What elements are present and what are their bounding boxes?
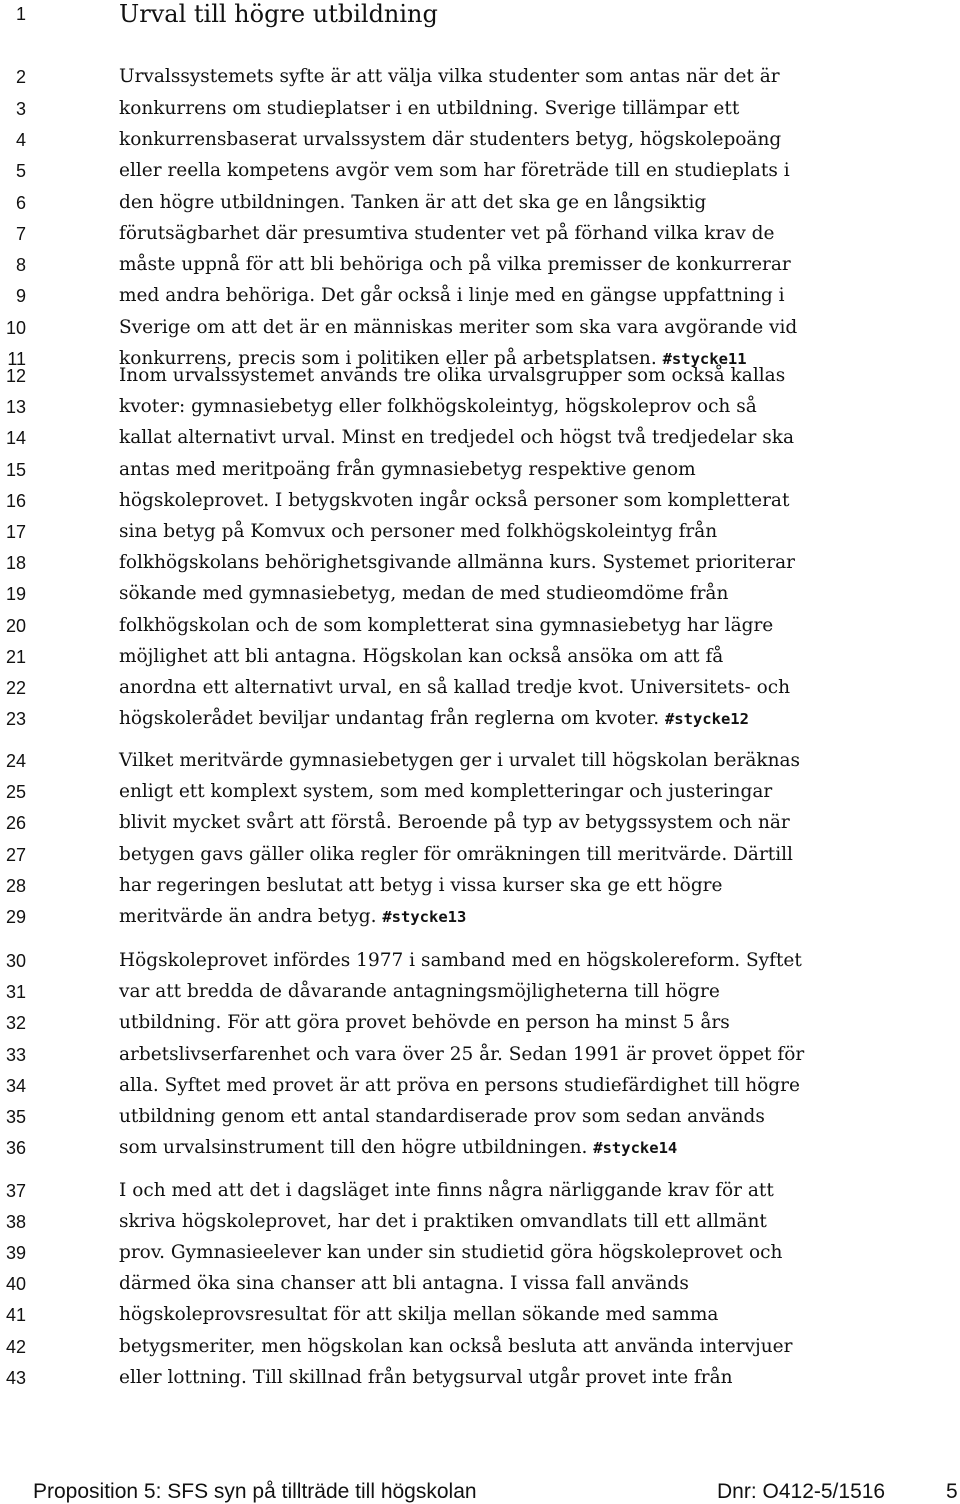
line-number: 27 <box>5 844 26 865</box>
paragraph-tag: #stycke11 <box>662 350 747 368</box>
line-number: 20 <box>5 615 26 636</box>
text-line-content: utbildning. För att göra provet behövde en person ha minst 5 års <box>119 1012 730 1034</box>
line-number: 42 <box>5 1336 26 1357</box>
text-line-content: Vilket meritvärde gymnasiebetygen ger i urvalet till högskolan beräknas <box>119 750 801 771</box>
paragraph-tag: #stycke13 <box>382 908 467 926</box>
line-number: 14 <box>5 428 26 449</box>
text-line <box>119 1107 949 1127</box>
text-line <box>119 1045 949 1065</box>
text-line <box>119 1181 949 1201</box>
paragraph-tag: #stycke14 <box>593 1139 678 1158</box>
line-number: 6 <box>15 192 26 213</box>
line-number: 11 <box>7 349 26 369</box>
text-line <box>119 460 949 480</box>
line-number: 23 <box>5 709 26 730</box>
line-number: 26 <box>5 813 26 834</box>
text-line <box>119 366 949 386</box>
text-line <box>119 1138 949 1158</box>
text-line <box>119 224 949 244</box>
text-line <box>119 907 949 927</box>
text-line-content: därmed öka sina chanser att bli antagna. I vissa fall används <box>119 1273 689 1295</box>
text-line <box>119 616 949 636</box>
text-line-content: prov. Gymnasieelever kan under sin studietid göra högskoleprovet och <box>119 1242 783 1264</box>
text-line-content: förutsägbarhet där presumtiva studenter vet på förhand vilka krav de <box>119 222 775 244</box>
text-line <box>119 1013 949 1033</box>
footer-dnr: Dnr: O412-5/1516 <box>717 1480 886 1503</box>
text-line-content: sökande med gymnasiebetyg, medan de med studieomdöme från <box>119 583 729 605</box>
line-number: 4 <box>15 129 26 150</box>
line-number: 25 <box>5 782 26 803</box>
text-line-content: folkhögskolans behörighetsgivande allmänna kurs. Systemet prioriterar <box>119 552 795 574</box>
line-number: 7 <box>15 223 26 244</box>
text-line-content: alla. Syftet med provet är att pröva en persons studiefärdighet till högre <box>119 1074 800 1096</box>
text-line-content: Urvalssystemets syfte är att välja vilka studenter som antas när det är <box>119 66 780 88</box>
text-line-content: eller lottning. Till skillnad från betygsurval utgår provet inte från <box>119 1366 733 1388</box>
line-number: 21 <box>5 646 26 667</box>
text-line-content: betygen gavs gäller olika regler för omräkningen till meritvärde. Därtill <box>119 843 793 865</box>
text-line-content: möjlighet att bli antagna. Högskolan kan också ansöka om att få <box>119 645 724 667</box>
line-number: 15 <box>5 459 26 480</box>
line-number: 9 <box>15 286 26 307</box>
footer-title: Proposition 5: SFS syn på tillträde till högskolan <box>33 1480 477 1503</box>
text-line <box>119 318 949 338</box>
line-number: 22 <box>5 678 26 698</box>
text-line <box>119 1076 949 1096</box>
line-number: 8 <box>15 255 26 276</box>
text-line-content: högskoleprovet. I betygskvoten ingår också personer som kompletterat <box>119 489 790 511</box>
text-line-content: med andra behöriga. Det går också i linje med en gängse uppfattning i <box>119 285 785 307</box>
text-line <box>119 1368 949 1388</box>
line-number: 41 <box>5 1305 26 1326</box>
text-line-content: sina betyg på Komvux och personer med folkhögskoleintyg från <box>119 521 718 542</box>
text-line <box>119 709 949 729</box>
text-line <box>119 678 949 698</box>
text-line <box>119 428 949 448</box>
document-heading <box>119 0 949 28</box>
text-line-content: Sverige om att det är en människas meriter som ska vara avgörande vid <box>119 316 798 338</box>
line-number: 35 <box>5 1107 26 1127</box>
line-number: 38 <box>5 1212 26 1233</box>
footer-page-number: 5 <box>946 1480 958 1503</box>
line-number: 30 <box>5 951 26 971</box>
text-line <box>119 67 949 87</box>
text-line-content: eller reella kompetens avgör vem som har företräde till en studieplats i <box>119 160 790 182</box>
text-line <box>119 99 949 119</box>
text-line-content: som urvalsinstrument till den högre utbildningen. <box>119 1137 594 1159</box>
line-number: 16 <box>5 490 26 511</box>
text-line-content: högskolerådet beviljar undantag från reglerna om kvoter. <box>119 708 665 730</box>
text-line <box>119 1274 949 1294</box>
text-line-content: måste uppnå för att bli behöriga och på vilka premisser de konkurrerar <box>119 254 791 276</box>
text-line-content: högskoleprovsresultat för att skilja mellan sökande med samma <box>119 1304 719 1326</box>
text-line <box>119 491 949 511</box>
line-number: 29 <box>5 907 26 927</box>
line-number: 5 <box>15 161 26 182</box>
text-line <box>119 1305 949 1325</box>
text-line-content: utbildning genom ett antal standardiserade prov som sedan används <box>119 1106 765 1127</box>
text-line-content: Högskoleprovet infördes 1977 i samband med en högskolereform. Syftet <box>119 950 802 971</box>
text-line-content: antas med meritpoäng från gymnasiebetyg respektive genom <box>119 458 696 480</box>
text-line-content: den högre utbildningen. Tanken är att det ska ge en långsiktig <box>119 191 707 213</box>
text-line <box>119 1337 949 1357</box>
line-number: 36 <box>5 1138 26 1159</box>
line-number: 28 <box>5 875 26 896</box>
text-line <box>119 845 949 865</box>
line-number: 13 <box>5 397 26 418</box>
text-line-content: arbetslivserfarenhet och vara över 25 år. Sedan 1991 är provet öppet för <box>119 1043 805 1065</box>
text-line <box>119 751 949 771</box>
text-line <box>119 647 949 667</box>
text-line-content: har regeringen beslutat att betyg i vissa kurser ska ge ett högre <box>119 874 723 896</box>
line-number: 31 <box>5 982 26 1003</box>
text-line <box>119 876 949 896</box>
line-number: 19 <box>5 584 26 605</box>
text-line <box>119 982 949 1002</box>
text-line-content: anordna ett alternativt urval, en så kallad tredje kvot. Universitets- och <box>119 677 790 698</box>
text-line <box>119 1243 949 1263</box>
text-line <box>119 130 949 150</box>
text-line-content: skriva högskoleprovet, har det i praktiken omvandlats till ett allmänt <box>119 1211 767 1233</box>
text-line-content: meritvärde än andra betyg. <box>119 906 383 927</box>
text-line-content: blivit mycket svårt att förstå. Beroende på typ av betygssystem och när <box>119 812 790 834</box>
line-number: 17 <box>5 522 26 542</box>
line-number: 43 <box>5 1367 26 1388</box>
line-number: 1 <box>15 4 26 24</box>
text-line-content: folkhögskolan och de som kompletterat sina gymnasiebetyg har lägre <box>119 614 774 636</box>
line-number: 12 <box>5 366 26 386</box>
text-line-content: Inom urvalssystemet används tre olika urvalsgrupper som också kallas <box>119 365 786 386</box>
line-number: 39 <box>5 1243 26 1264</box>
text-line <box>119 951 949 971</box>
text-line-content: kallat alternativt urval. Minst en tredjedel och högst två tredjedelar ska <box>119 427 794 449</box>
line-number: 33 <box>5 1044 26 1065</box>
line-number: 18 <box>5 553 26 574</box>
text-line-content: kvoter: gymnasiebetyg eller folkhögskoleintyg, högskoleprov och så <box>119 396 757 418</box>
text-line <box>119 522 949 542</box>
paragraph-tag: #stycke12 <box>664 710 749 729</box>
text-line <box>119 813 949 833</box>
line-number: 10 <box>5 317 26 338</box>
text-line-content: enligt ett komplext system, som med kompletteringar och justeringar <box>119 781 773 803</box>
text-line-content: I och med att det i dagsläget inte finns några närliggande krav för att <box>119 1180 774 1201</box>
text-line-content: var att bredda de dåvarande antagningsmöjligheterna till högre <box>119 981 720 1003</box>
line-number: 24 <box>5 751 26 771</box>
text-line-content: betygsmeriter, men högskolan kan också besluta att använda intervjuer <box>119 1335 793 1357</box>
line-number: 2 <box>15 67 26 88</box>
text-line <box>119 782 949 802</box>
text-line <box>119 255 949 275</box>
text-line <box>119 193 949 213</box>
text-line-content: konkurrens om studieplatser i en utbildning. Sverige tillämpar ett <box>119 97 740 119</box>
text-line-content: Urval till högre utbildning <box>119 0 438 28</box>
line-number: 3 <box>15 98 26 119</box>
line-number: 32 <box>5 1013 26 1034</box>
text-line <box>119 286 949 306</box>
text-line <box>119 397 949 417</box>
line-number: 34 <box>5 1075 26 1096</box>
text-line <box>119 553 949 573</box>
line-number: 40 <box>5 1274 26 1295</box>
text-line-content: konkurrens, precis som i politiken eller på arbetsplatsen. <box>119 348 663 369</box>
line-number: 37 <box>5 1181 26 1201</box>
text-line <box>119 1212 949 1232</box>
text-line <box>119 161 949 181</box>
text-line <box>119 584 949 604</box>
text-line-content: konkurrensbaserat urvalssystem där studenters betyg, högskolepoäng <box>119 128 782 150</box>
